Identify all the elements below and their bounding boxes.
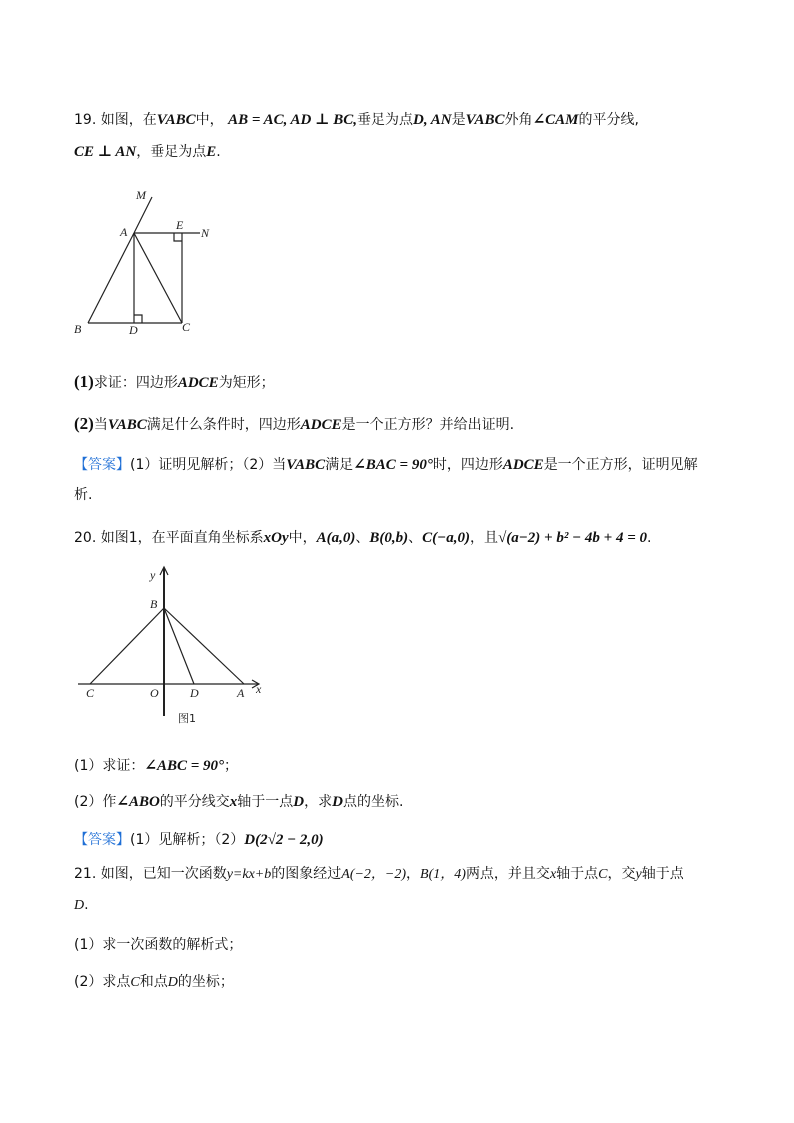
label-c: C — [86, 686, 95, 700]
q20-number: 20. — [74, 530, 97, 546]
segment-am — [134, 197, 152, 233]
label-y: y — [150, 568, 156, 582]
right-angle-e — [174, 233, 182, 241]
label-a: A — [237, 686, 245, 700]
label-n: N — [201, 226, 210, 240]
figure-caption: 图1 — [178, 712, 196, 725]
q19-number: 19. — [74, 112, 97, 128]
label-e: E — [176, 218, 184, 232]
q20-part1: (1）求证：∠ABC = 90°； — [74, 758, 239, 774]
label-b: B — [74, 322, 82, 336]
label-x: x — [256, 682, 262, 696]
right-angle-d — [134, 315, 142, 323]
q19-figure — [70, 185, 240, 340]
label-m: M — [136, 188, 146, 202]
label-c: C — [182, 320, 191, 334]
label-o: O — [150, 686, 159, 700]
label-d: D — [190, 686, 199, 700]
answer-tag: 【答案】 — [74, 457, 130, 473]
label-b: B — [150, 597, 158, 611]
q19-part2: (2)当VABC满足什么条件时，四边形ADCE是一个正方形？并给出证明. — [74, 414, 515, 433]
segment-ab — [88, 233, 134, 323]
q19-line1: 19. 如图，在VABC中， AB = AC, AD ⊥ BC,垂足为点D, AN是VABC外角∠CAM的平分线, — [74, 112, 639, 128]
segment-bc — [90, 608, 164, 684]
answer-tag: 【答案】 — [74, 832, 130, 848]
q21-part2: (2）求点C和点D的坐标； — [74, 974, 234, 990]
q21-line2: D. — [74, 897, 89, 913]
q21-number: 21. — [74, 866, 97, 882]
segment-bd — [164, 608, 194, 684]
label-a: A — [120, 225, 128, 239]
q21-line1: 21. 如图，已知一次函数y=kx+b的图象经过A(−2，−2)，B(1，4)两点，并且交x轴于点C，交y轴于点 — [74, 866, 684, 882]
segment-ba — [164, 608, 244, 684]
q19-answer-cont: 析. — [74, 487, 93, 503]
q21-part1: (1）求一次函数的解析式； — [74, 937, 243, 953]
q20-line1: 20. 如图1，在平面直角坐标系xOy中，A(a,0)、B(0,b)、C(−a,0)，且√(a−2) + b² − 4b + 4 = 0. — [74, 530, 652, 546]
q20-figure — [70, 560, 270, 725]
q19-answer: 【答案】(1）证明见解析；（2）当VABC满足∠BAC = 90°时，四边形ADCE是一个正方形，证明见解 — [74, 457, 698, 473]
q19-line2: CE ⊥ AN，垂足为点E. — [74, 144, 221, 160]
q20-answer: 【答案】(1）见解析；（2）D(2√2 − 2,0) — [74, 832, 324, 848]
q19-part1: (1)求证：四边形ADCE为矩形； — [74, 372, 275, 391]
segment-ac — [134, 233, 182, 323]
label-d: D — [129, 323, 138, 337]
q20-part2: (2）作∠ABO的平分线交x轴于一点D，求D点的坐标. — [74, 794, 404, 810]
